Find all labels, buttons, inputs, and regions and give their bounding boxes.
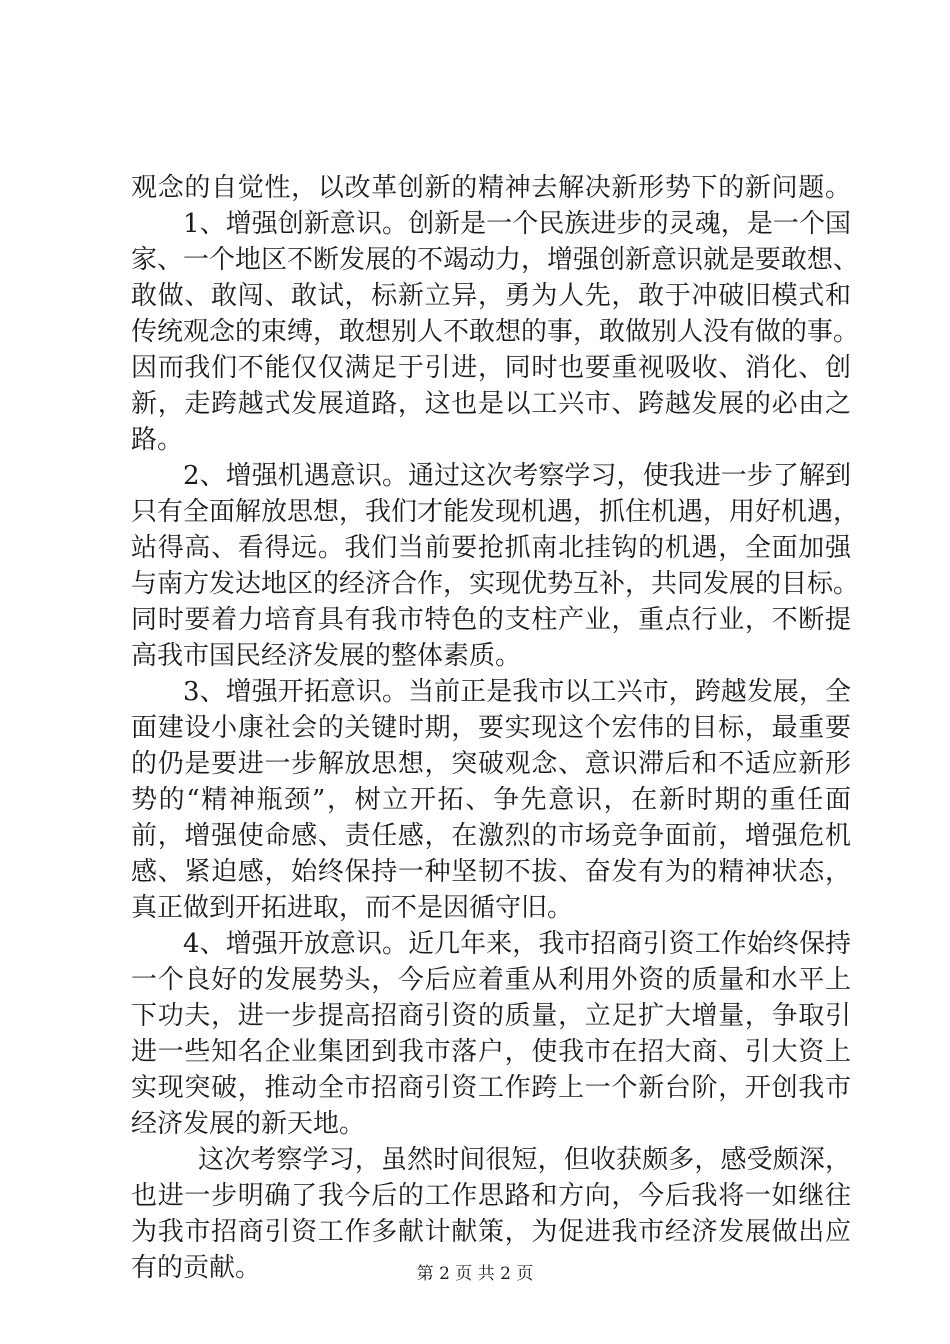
text-line: 新，走跨越式发展道路，这也是以工兴市、跨越发展的必由之 (131, 389, 851, 419)
text-line: 高我市国民经济发展的整体素质。 (131, 641, 522, 671)
text-line: 路。 (131, 425, 184, 455)
text-line: 2、增强机遇意识。通过这次考察学习，使我进一步了解到 (183, 461, 851, 491)
text-line: 进一些知名企业集团到我市落户，使我市在招大商、引大资上 (131, 1037, 851, 1067)
text-line: 只有全面解放思想，我们才能发现机遇，抓住机遇，用好机遇， (131, 497, 860, 527)
page-number-footer: 第 2 页 共 2 页 (416, 1264, 534, 1284)
text-line: 3、增强开拓意识。当前正是我市以工兴市，跨越发展，全 (183, 677, 851, 707)
text-line: 敢做、敢闯、敢试，标新立异，勇为人先，敢于冲破旧模式和 (131, 281, 851, 311)
text-line: 4、增强开放意识。近几年来，我市招商引资工作始终保持 (183, 929, 851, 959)
text-line: 的仍是要进一步解放思想，突破观念、意识滞后和不适应新形 (131, 749, 851, 779)
text-line: 面建设小康社会的关键时期，要实现这个宏伟的目标，最重要 (131, 713, 851, 743)
text-line: 感、紧迫感，始终保持一种坚韧不拔、奋发有为的精神状态， (131, 857, 851, 887)
text-line: 为我市招商引资工作多献计献策，为促进我市经济发展做出应 (131, 1217, 851, 1247)
text-line: 实现突破，推动全市招商引资工作跨上一个新台阶，开创我市 (131, 1073, 851, 1103)
text-line: 一个良好的发展势头，今后应着重从利用外资的质量和水平上 (131, 965, 851, 995)
text-line: 下功夫，进一步提高招商引资的质量，立足扩大增量，争取引 (131, 1001, 851, 1031)
text-line: 观念的自觉性，以改革创新的精神去解决新形势下的新问题。 (131, 173, 851, 203)
text-line: 与南方发达地区的经济合作，实现优势互补，共同发展的目标。 (131, 569, 860, 599)
text-line: 势的“精神瓶颈”，树立开拓、争先意识，在新时期的重任面 (131, 785, 851, 815)
text-line: 这次考察学习，虽然时间很短，但收获颇多，感受颇深， (198, 1145, 851, 1175)
text-line: 传统观念的束缚，敢想别人不敢想的事，敢做别人没有做的事。 (131, 317, 860, 347)
text-line: 前，增强使命感、责任感，在激烈的市场竞争面前，增强危机 (131, 821, 851, 851)
text-line: 家、一个地区不断发展的不竭动力，增强创新意识就是要敢想、 (131, 245, 860, 275)
text-line: 真正做到开拓进取，而不是因循守旧。 (131, 893, 574, 923)
text-line: 也进一步明确了我今后的工作思路和方向，今后我将一如继往 (131, 1181, 851, 1211)
text-line: 因而我们不能仅仅满足于引进，同时也要重视吸收、消化、创 (131, 353, 851, 383)
text-line: 站得高、看得远。我们当前要抢抓南北挂钩的机遇，全面加强 (131, 533, 851, 563)
text-line: 经济发展的新天地。 (131, 1109, 366, 1139)
text-line: 1、增强创新意识。创新是一个民族进步的灵魂，是一个国 (183, 209, 851, 239)
text-line: 有的贡献。 (131, 1253, 262, 1283)
text-line: 同时要着力培育具有我市特色的支柱产业，重点行业，不断提 (131, 605, 851, 635)
document-body (131, 170, 860, 1286)
